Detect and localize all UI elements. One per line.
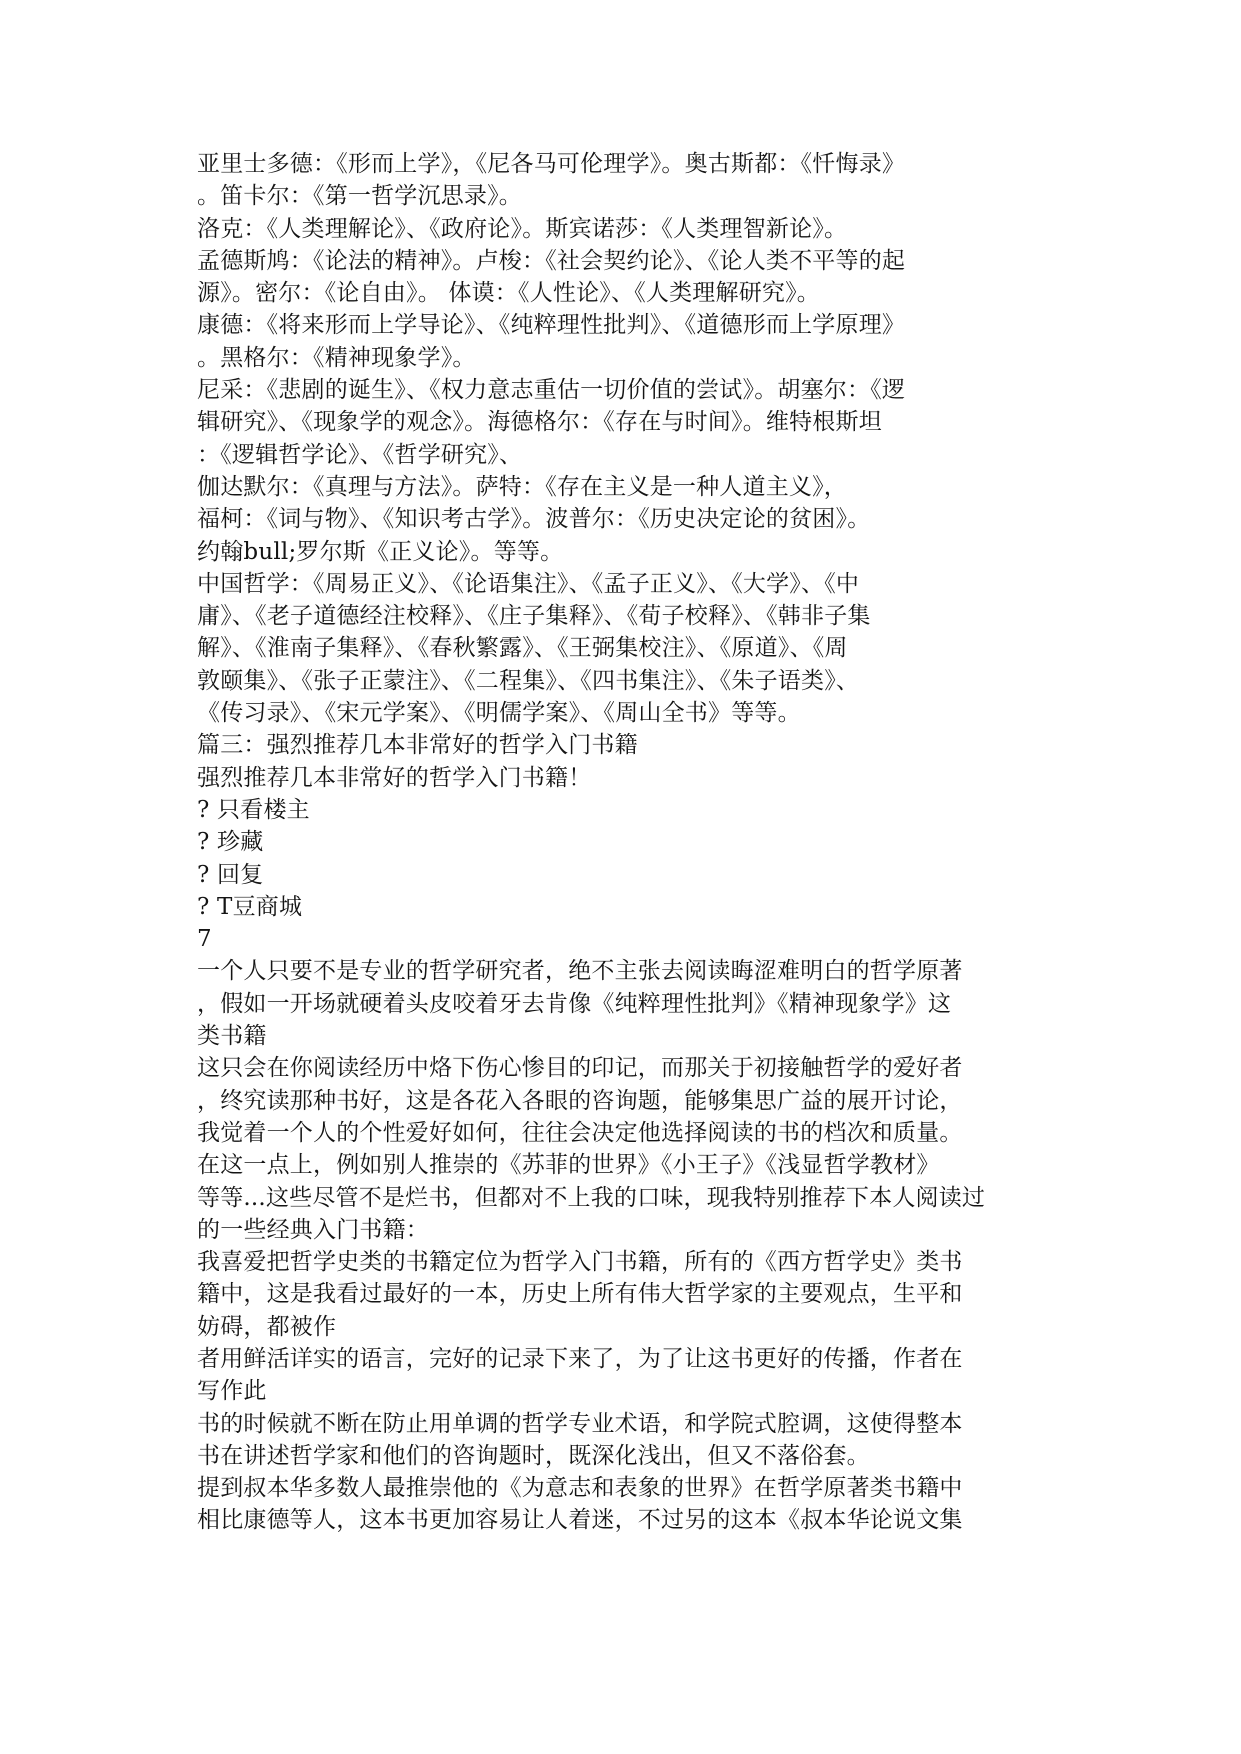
text-line: ，终究读那种书好，这是各花入各眼的咨询题，能够集思广益的展开讨论， <box>197 1087 963 1114</box>
text-line: 庸》、《老子道德经注校释》、《庄子集释》、《荀子校释》、《韩非子集 <box>197 603 871 630</box>
text-line: 福柯：《词与物》、《知识考古学》。波普尔：《历史决定论的贫困》。 <box>197 506 871 533</box>
text-line: 伽达默尔：《真理与方法》。萨特：《存在主义是一种人道主义》， <box>197 473 847 500</box>
text-line: 我喜爱把哲学史类的书籍定位为哲学入门书籍，所有的《西方哲学史》类书 <box>197 1249 963 1276</box>
text-line: 妨碍，都被作 <box>197 1313 337 1340</box>
text-line: 籍中，这是我看过最好的一本，历史上所有伟大哲学家的主要观点，生平和 <box>197 1281 963 1308</box>
text-line: 一个人只要不是专业的哲学研究者，绝不主张去阅读晦涩难明白的哲学原著 <box>197 958 963 985</box>
text-line: 书在讲述哲学家和他们的咨询题时，既深化浅出，但又不落俗套。 <box>197 1442 870 1469</box>
text-line: 类书籍 <box>197 1023 267 1050</box>
menu-item-only-op: ? 只看楼主 <box>197 796 310 823</box>
text-line: 洛克：《人类理解论》、《政府论》。斯宾诺莎：《人类理智新论》。 <box>197 215 848 242</box>
text-line: 相比康德等人，这本书更加容易让人着迷，不过另的这本《叔本华论说文集 <box>197 1507 963 1534</box>
text-line: 解》、《淮南子集释》、《春秋繁露》、《王弼集校注》、《原道》、《周 <box>197 635 848 662</box>
text-line: 源》。密尔：《论自由》。 体谟：《人性论》、《人类理解研究》。 <box>197 280 821 307</box>
text-line: 的一些经典入门书籍： <box>197 1216 429 1243</box>
text-line: 这只会在你阅读经历中烙下伤心惨目的印记，而那关于初接触哲学的爱好者 <box>197 1055 963 1082</box>
text-line: 书的时候就不断在防止用单调的哲学专业术语，和学院式腔调，这使得整本 <box>197 1410 963 1437</box>
text-line: 敦颐集》、《张子正蒙注》、《二程集》、《四书集注》、《朱子语类》、 <box>197 667 860 694</box>
text-line: 者用鲜活详实的语言，完好的记录下来了，为了让这书更好的传播，作者在 <box>197 1345 963 1372</box>
text-line: ，假如一开场就硬着头皮咬着牙去肯像《纯粹理性批判》《精神现象学》这 <box>197 990 952 1017</box>
document-body <box>197 148 1057 1537</box>
text-line: 写作此 <box>197 1378 267 1405</box>
post-title: 强烈推荐几本非常好的哲学入门书籍！ <box>197 764 592 791</box>
text-line: 提到叔本华多数人最推崇他的《为意志和表象的世界》在哲学原著类书籍中 <box>197 1475 963 1502</box>
reply-count: 7 <box>197 926 212 953</box>
text-line: 。黑格尔：《精神现象学》。 <box>197 344 476 371</box>
text-line: 约翰bull;罗尔斯《正义论》。等等。 <box>197 538 564 565</box>
text-line: 辑研究》、《现象学的观念》。海德格尔：《存在与时间》。维特根斯坦 <box>197 409 882 436</box>
text-line: 。笛卡尔：《第一哲学沉思录》。 <box>197 183 522 210</box>
text-line: 亚里士多德：《形而上学》，《尼各马可伦理学》。奥古斯都：《忏悔录》 <box>197 151 906 177</box>
menu-item-favorite: ? 珍藏 <box>197 829 264 856</box>
menu-item-reply: ? 回复 <box>197 861 264 888</box>
text-line: 尼采：《悲剧的诞生》、《权力意志重估一切价值的尝试》。胡塞尔：《逻 <box>197 377 906 404</box>
text-line: 康德：《将来形而上学导论》、《纯粹理性批判》、《道德形而上学原理》 <box>197 312 906 339</box>
section-heading: 篇三：强烈推荐几本非常好的哲学入门书籍 <box>197 732 638 759</box>
text-line: 在这一点上，例如别人推崇的《苏菲的世界》《小王子》《浅显哲学教材》 <box>197 1152 940 1179</box>
text-line: 《传习录》、《宋元学案》、《明儒学案》、《周山全书》等等。 <box>197 700 801 727</box>
text-line: 孟德斯鸠：《论法的精神》。卢梭：《社会契约论》、《论人类不平等的起 <box>197 247 906 274</box>
text-line: 我觉着一个人的个性爱好如何，往往会决定他选择阅读的书的档次和质量。 <box>197 1119 963 1146</box>
text-line: 等等...这些尽管不是烂书，但都对不上我的口味，现我特别推荐下本人阅读过 <box>197 1184 986 1211</box>
text-line: 中国哲学：《周易正义》、《论语集注》、《孟子正义》、《大学》、《中 <box>197 570 860 597</box>
text-line: ：《逻辑哲学论》、《哲学研究》、 <box>197 441 523 468</box>
menu-item-t-bean-mall: ? T豆商城 <box>197 893 303 920</box>
